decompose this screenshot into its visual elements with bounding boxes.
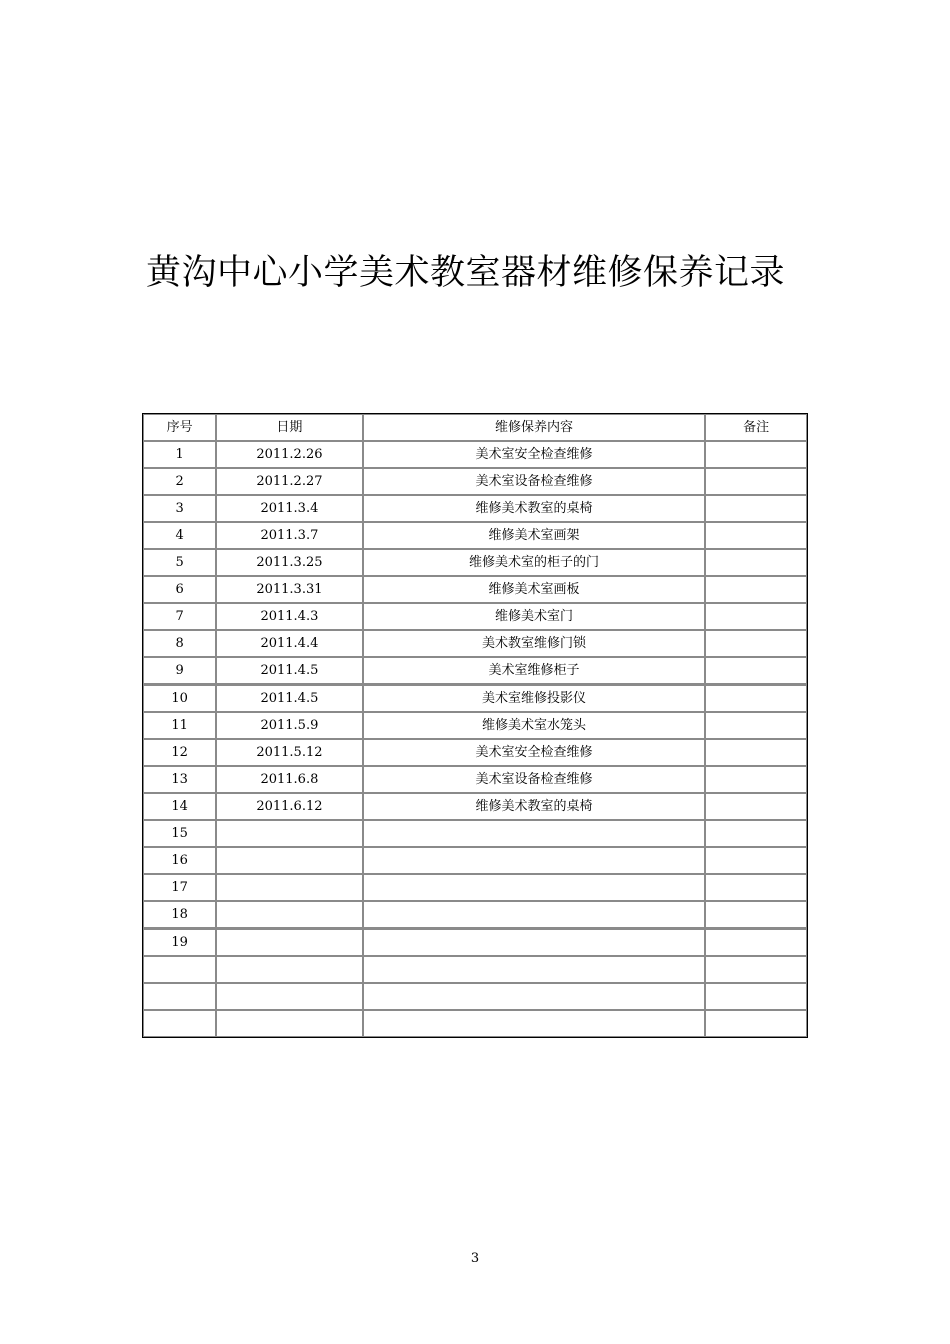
table-row	[143, 630, 807, 657]
cell-date: 2011.3.25	[216, 549, 362, 576]
cell-maintenance-content: 维修美术室水笼头	[363, 712, 706, 739]
table-row	[143, 901, 807, 928]
page-title: 黄沟中心小学美术教室器材维修保养记录	[146, 253, 786, 293]
cell-maintenance-content: 美术教室维修门锁	[363, 630, 706, 657]
cell-serial-number: 3	[143, 495, 216, 522]
cell-remarks	[705, 657, 807, 684]
header-serial-number: 序号	[143, 414, 216, 441]
table-row	[143, 739, 807, 766]
table-row	[143, 468, 807, 495]
cell-date	[216, 928, 362, 956]
cell-remarks	[705, 1010, 807, 1037]
cell-maintenance-content	[363, 874, 706, 901]
cell-maintenance-content: 美术室维修投影仪	[363, 684, 706, 712]
cell-serial-number: 16	[143, 847, 216, 874]
cell-serial-number	[143, 983, 216, 1010]
cell-maintenance-content	[363, 847, 706, 874]
cell-remarks	[705, 630, 807, 657]
cell-date	[216, 956, 362, 983]
cell-maintenance-content: 维修美术教室的桌椅	[363, 495, 706, 522]
cell-date: 2011.4.5	[216, 684, 362, 712]
cell-maintenance-content	[363, 1010, 706, 1037]
table-row	[143, 874, 807, 901]
table-row	[143, 495, 807, 522]
cell-serial-number: 11	[143, 712, 216, 739]
table-row	[143, 576, 807, 603]
cell-maintenance-content: 美术室设备检查维修	[363, 766, 706, 793]
cell-date	[216, 820, 362, 847]
cell-date: 2011.3.31	[216, 576, 362, 603]
table-row	[143, 603, 807, 630]
cell-remarks	[705, 983, 807, 1010]
cell-serial-number: 9	[143, 657, 216, 684]
cell-remarks	[705, 468, 807, 495]
table-row	[143, 1010, 807, 1037]
cell-maintenance-content	[363, 983, 706, 1010]
cell-date	[216, 901, 362, 928]
header-date: 日期	[216, 414, 362, 441]
cell-serial-number: 12	[143, 739, 216, 766]
cell-maintenance-content	[363, 956, 706, 983]
page-number: 3	[470, 1251, 480, 1266]
cell-date: 2011.2.26	[216, 441, 362, 468]
table-row	[143, 928, 807, 956]
cell-remarks	[705, 603, 807, 630]
cell-remarks	[705, 712, 807, 739]
cell-remarks	[705, 441, 807, 468]
table-header-row	[143, 414, 807, 441]
cell-remarks	[705, 522, 807, 549]
table-row	[143, 847, 807, 874]
table-body	[143, 414, 807, 1037]
cell-maintenance-content	[363, 820, 706, 847]
cell-remarks	[705, 956, 807, 983]
cell-maintenance-content	[363, 928, 706, 956]
cell-serial-number: 19	[143, 928, 216, 956]
table-row	[143, 820, 807, 847]
cell-date: 2011.4.3	[216, 603, 362, 630]
cell-date: 2011.5.9	[216, 712, 362, 739]
cell-date	[216, 847, 362, 874]
cell-remarks	[705, 739, 807, 766]
cell-maintenance-content: 维修美术室画架	[363, 522, 706, 549]
cell-remarks	[705, 766, 807, 793]
header-remarks: 备注	[705, 414, 807, 441]
cell-date: 2011.6.12	[216, 793, 362, 820]
cell-maintenance-content: 美术室设备检查维修	[363, 468, 706, 495]
cell-maintenance-content: 维修美术室画板	[363, 576, 706, 603]
cell-date	[216, 983, 362, 1010]
cell-date: 2011.3.4	[216, 495, 362, 522]
cell-date: 2011.3.7	[216, 522, 362, 549]
cell-remarks	[705, 847, 807, 874]
cell-serial-number	[143, 1010, 216, 1037]
cell-date: 2011.5.12	[216, 739, 362, 766]
cell-serial-number	[143, 956, 216, 983]
cell-maintenance-content: 维修美术室门	[363, 603, 706, 630]
table-row	[143, 983, 807, 1010]
cell-remarks	[705, 684, 807, 712]
table-row	[143, 684, 807, 712]
cell-serial-number: 6	[143, 576, 216, 603]
cell-date	[216, 874, 362, 901]
cell-serial-number: 7	[143, 603, 216, 630]
cell-date	[216, 1010, 362, 1037]
cell-serial-number: 13	[143, 766, 216, 793]
cell-date: 2011.6.8	[216, 766, 362, 793]
cell-serial-number: 17	[143, 874, 216, 901]
maintenance-record-table	[142, 413, 808, 1038]
cell-serial-number: 8	[143, 630, 216, 657]
cell-date: 2011.4.4	[216, 630, 362, 657]
cell-remarks	[705, 793, 807, 820]
cell-serial-number: 2	[143, 468, 216, 495]
cell-maintenance-content: 美术室安全检查维修	[363, 441, 706, 468]
cell-remarks	[705, 495, 807, 522]
table-row	[143, 549, 807, 576]
cell-remarks	[705, 820, 807, 847]
table-row	[143, 441, 807, 468]
cell-maintenance-content	[363, 901, 706, 928]
cell-serial-number: 10	[143, 684, 216, 712]
cell-remarks	[705, 874, 807, 901]
table-row	[143, 522, 807, 549]
cell-date: 2011.4.5	[216, 657, 362, 684]
cell-date: 2011.2.27	[216, 468, 362, 495]
cell-maintenance-content: 美术室维修柜子	[363, 657, 706, 684]
header-maintenance-content: 维修保养内容	[363, 414, 706, 441]
table-row	[143, 793, 807, 820]
cell-serial-number: 1	[143, 441, 216, 468]
table-row	[143, 956, 807, 983]
cell-remarks	[705, 549, 807, 576]
cell-serial-number: 4	[143, 522, 216, 549]
cell-maintenance-content: 维修美术教室的桌椅	[363, 793, 706, 820]
table-row	[143, 766, 807, 793]
cell-remarks	[705, 576, 807, 603]
cell-serial-number: 5	[143, 549, 216, 576]
cell-serial-number: 18	[143, 901, 216, 928]
cell-serial-number: 15	[143, 820, 216, 847]
cell-remarks	[705, 928, 807, 956]
table-row	[143, 712, 807, 739]
table-row	[143, 657, 807, 684]
cell-remarks	[705, 901, 807, 928]
cell-serial-number: 14	[143, 793, 216, 820]
cell-maintenance-content: 美术室安全检查维修	[363, 739, 706, 766]
cell-maintenance-content: 维修美术室的柜子的门	[363, 549, 706, 576]
